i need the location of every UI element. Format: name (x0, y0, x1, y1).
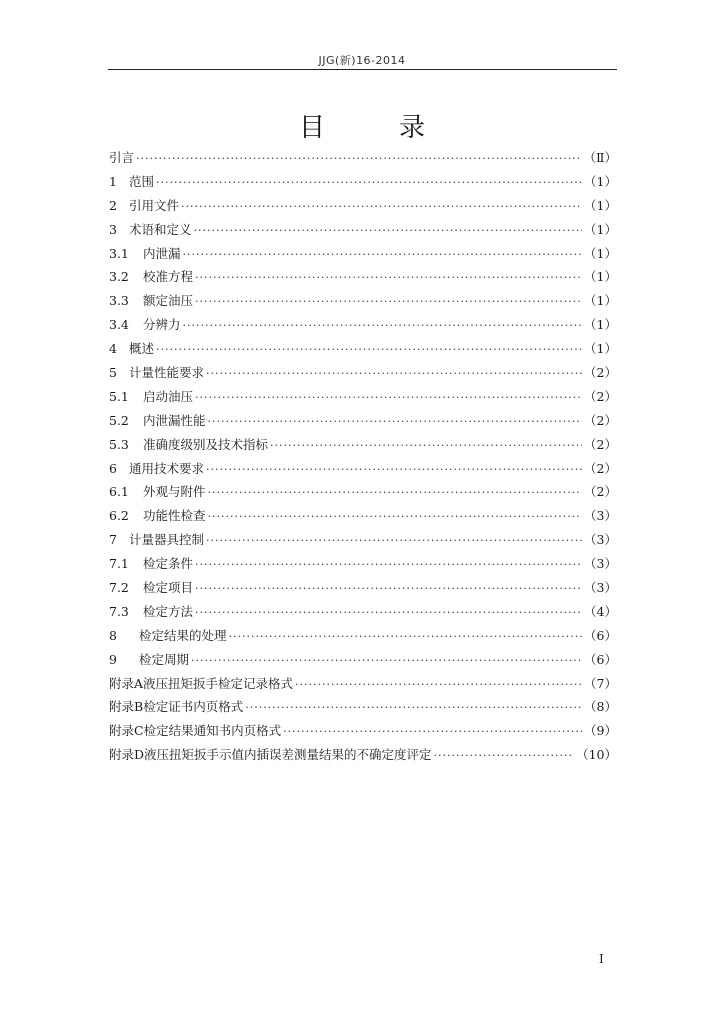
toc-entry-number: 3.2 (109, 269, 129, 285)
toc-entry-label: 计量性能要求 (129, 365, 205, 381)
toc-entry-label: 准确度级别及技术指标 (143, 436, 269, 452)
toc-entry-page: （6） (584, 627, 617, 643)
toc-leader-dots (156, 338, 582, 362)
toc-entry-number: 5.2 (109, 412, 129, 428)
toc-entry[interactable] (109, 480, 617, 504)
toc-entry[interactable] (109, 695, 617, 719)
toc-entry-label: 启动油压 (143, 388, 194, 404)
toc-entry[interactable] (109, 265, 617, 289)
toc-entry[interactable] (109, 385, 617, 409)
toc-leader-dots (195, 601, 582, 625)
toc-entry-page: （2） (584, 365, 617, 381)
toc-entry-page: （9） (584, 723, 617, 739)
toc-entry-number: 4 (109, 341, 117, 357)
toc-entry-page: （2） (584, 436, 617, 452)
toc-entry-page: （10） (576, 747, 617, 763)
toc-entry-label: 检定周期 (139, 651, 190, 667)
toc-leader-dots (283, 720, 582, 744)
toc-leader-dots (191, 649, 582, 673)
toc-leader-dots (156, 171, 582, 195)
toc-entry-number: 2 (109, 197, 117, 213)
table-of-contents (109, 146, 617, 767)
toc-entry-page: （2） (584, 388, 617, 404)
toc-entry[interactable] (109, 337, 617, 361)
toc-entry[interactable] (109, 719, 617, 743)
toc-entry-label: 引言 (109, 150, 135, 165)
toc-entry-page: （1） (584, 197, 617, 213)
toc-leader-dots (245, 696, 582, 720)
toc-entry[interactable] (109, 146, 617, 170)
toc-entry-label: 通用技术要求 (129, 460, 205, 476)
toc-entry-page: （8） (584, 699, 617, 715)
toc-entry-page: （3） (584, 532, 617, 548)
toc-entry-label: 概述 (129, 341, 155, 357)
toc-entry[interactable] (109, 552, 617, 576)
toc-entry-label: 内泄漏性能 (143, 412, 206, 428)
toc-entry-number: 6 (109, 460, 117, 476)
toc-leader-dots (208, 481, 583, 505)
toc-leader-dots (295, 673, 582, 697)
toc-entry-label: 功能性检查 (143, 508, 206, 524)
toc-leader-dots (195, 386, 582, 410)
toc-leader-dots (195, 290, 582, 314)
toc-entry[interactable] (109, 743, 617, 767)
toc-entry-label: 检定结果通知书内页格式 (143, 723, 282, 739)
toc-entry-label: 检定结果的处理 (139, 627, 227, 643)
toc-entry[interactable] (109, 289, 617, 313)
toc-entry-number: 附录B (109, 699, 144, 715)
toc-entry-number: 5 (109, 365, 117, 381)
toc-entry-label: 额定油压 (143, 293, 194, 309)
toc-entry[interactable] (109, 242, 617, 266)
toc-entry[interactable] (109, 409, 617, 433)
toc-entry-page: （1） (584, 293, 617, 309)
toc-entry-number: 9 (109, 651, 117, 667)
toc-entry-label: 校准方程 (143, 269, 194, 285)
toc-entry-page: （Ⅱ） (583, 150, 617, 165)
toc-entry-page: （1） (584, 341, 617, 357)
toc-leader-dots (181, 195, 582, 219)
toc-entry[interactable] (109, 576, 617, 600)
toc-leader-dots (208, 410, 583, 434)
toc-entry-label: 范围 (129, 173, 155, 189)
toc-leader-dots (183, 314, 583, 338)
toc-entry[interactable] (109, 504, 617, 528)
toc-entry-label: 计量器具控制 (129, 532, 205, 548)
toc-entry-number: 7.1 (109, 556, 129, 572)
toc-entry-page: （1） (584, 221, 617, 237)
toc-entry-label: 内泄漏 (143, 245, 181, 261)
toc-entry-label: 引用文件 (129, 197, 180, 213)
toc-entry[interactable] (109, 170, 617, 194)
toc-entry-number: 3.3 (109, 293, 129, 309)
toc-entry[interactable] (109, 361, 617, 385)
page-number: I (599, 952, 604, 966)
toc-entry-number: 3 (109, 221, 117, 237)
toc-entry-label: 术语和定义 (129, 221, 192, 237)
page-title: 目 录 (298, 113, 449, 144)
toc-entry-number: 附录D (109, 747, 145, 763)
toc-entry-number: 7.3 (109, 603, 129, 619)
toc-entry-number: 5.1 (109, 388, 129, 404)
toc-entry[interactable] (109, 433, 617, 457)
toc-entry-number: 5.3 (109, 436, 129, 452)
toc-entry[interactable] (109, 600, 617, 624)
document-code: JJG(新)16-2014 (318, 54, 406, 67)
toc-entry-number: 3.4 (109, 317, 129, 333)
toc-entry-label: 液压扭矩扳手检定记录格式 (143, 675, 294, 691)
toc-entry-number: 附录C (109, 723, 144, 739)
toc-leader-dots (229, 625, 583, 649)
toc-entry-page: （1） (584, 317, 617, 333)
toc-entry[interactable] (109, 624, 617, 648)
toc-entry-page: （1） (584, 173, 617, 189)
toc-entry[interactable] (109, 218, 617, 242)
toc-entry-page: （3） (584, 556, 617, 572)
toc-entry[interactable] (109, 313, 617, 337)
toc-entry-number: 1 (109, 173, 117, 189)
toc-entry-page: （1） (584, 245, 617, 261)
toc-leader-dots (195, 266, 582, 290)
toc-leader-dots (195, 577, 582, 601)
toc-entry-label: 检定方法 (143, 603, 194, 619)
toc-entry-number: 6.1 (109, 484, 129, 500)
toc-entry[interactable] (109, 457, 617, 481)
toc-entry-page: （2） (584, 460, 617, 476)
toc-entry-number: 3.1 (109, 245, 129, 261)
toc-entry-number: 8 (109, 627, 117, 643)
toc-leader-dots (208, 505, 583, 529)
toc-leader-dots (194, 219, 583, 243)
toc-leader-dots (195, 553, 582, 577)
toc-entry-page: （3） (584, 508, 617, 524)
toc-entry-label: 分辨力 (143, 317, 181, 333)
toc-leader-dots (206, 529, 582, 553)
toc-entry[interactable] (109, 672, 617, 696)
toc-entry-page: （4） (584, 603, 617, 619)
toc-entry-label: 检定条件 (143, 556, 194, 572)
toc-entry-label: 外观与附件 (143, 484, 206, 500)
toc-entry-page: （6） (584, 651, 617, 667)
toc-entry-page: （2） (584, 484, 617, 500)
toc-entry-number: 7 (109, 532, 117, 548)
toc-entry-page: （3） (584, 580, 617, 596)
toc-entry-label: 液压扭矩扳手示值内插误差测量结果的不确定度评定 (144, 747, 432, 763)
toc-leader-dots (206, 362, 582, 386)
toc-entry-page: （7） (584, 675, 617, 691)
toc-leader-dots (183, 243, 583, 267)
toc-leader-dots (434, 744, 575, 768)
toc-entry[interactable] (109, 194, 617, 218)
toc-entry-label: 检定证书内页格式 (143, 699, 244, 715)
toc-entry[interactable] (109, 648, 617, 672)
toc-entry-number: 6.2 (109, 508, 129, 524)
toc-leader-dots (206, 458, 582, 482)
header-rule (108, 69, 617, 70)
toc-entry-page: （2） (584, 412, 617, 428)
toc-entry-page: （1） (584, 269, 617, 285)
toc-entry-label: 检定项目 (143, 580, 194, 596)
toc-entry-number: 7.2 (109, 580, 129, 596)
toc-leader-dots (270, 434, 582, 458)
toc-entry-number: 附录A (109, 675, 144, 691)
toc-leader-dots (136, 147, 581, 171)
toc-entry[interactable] (109, 528, 617, 552)
